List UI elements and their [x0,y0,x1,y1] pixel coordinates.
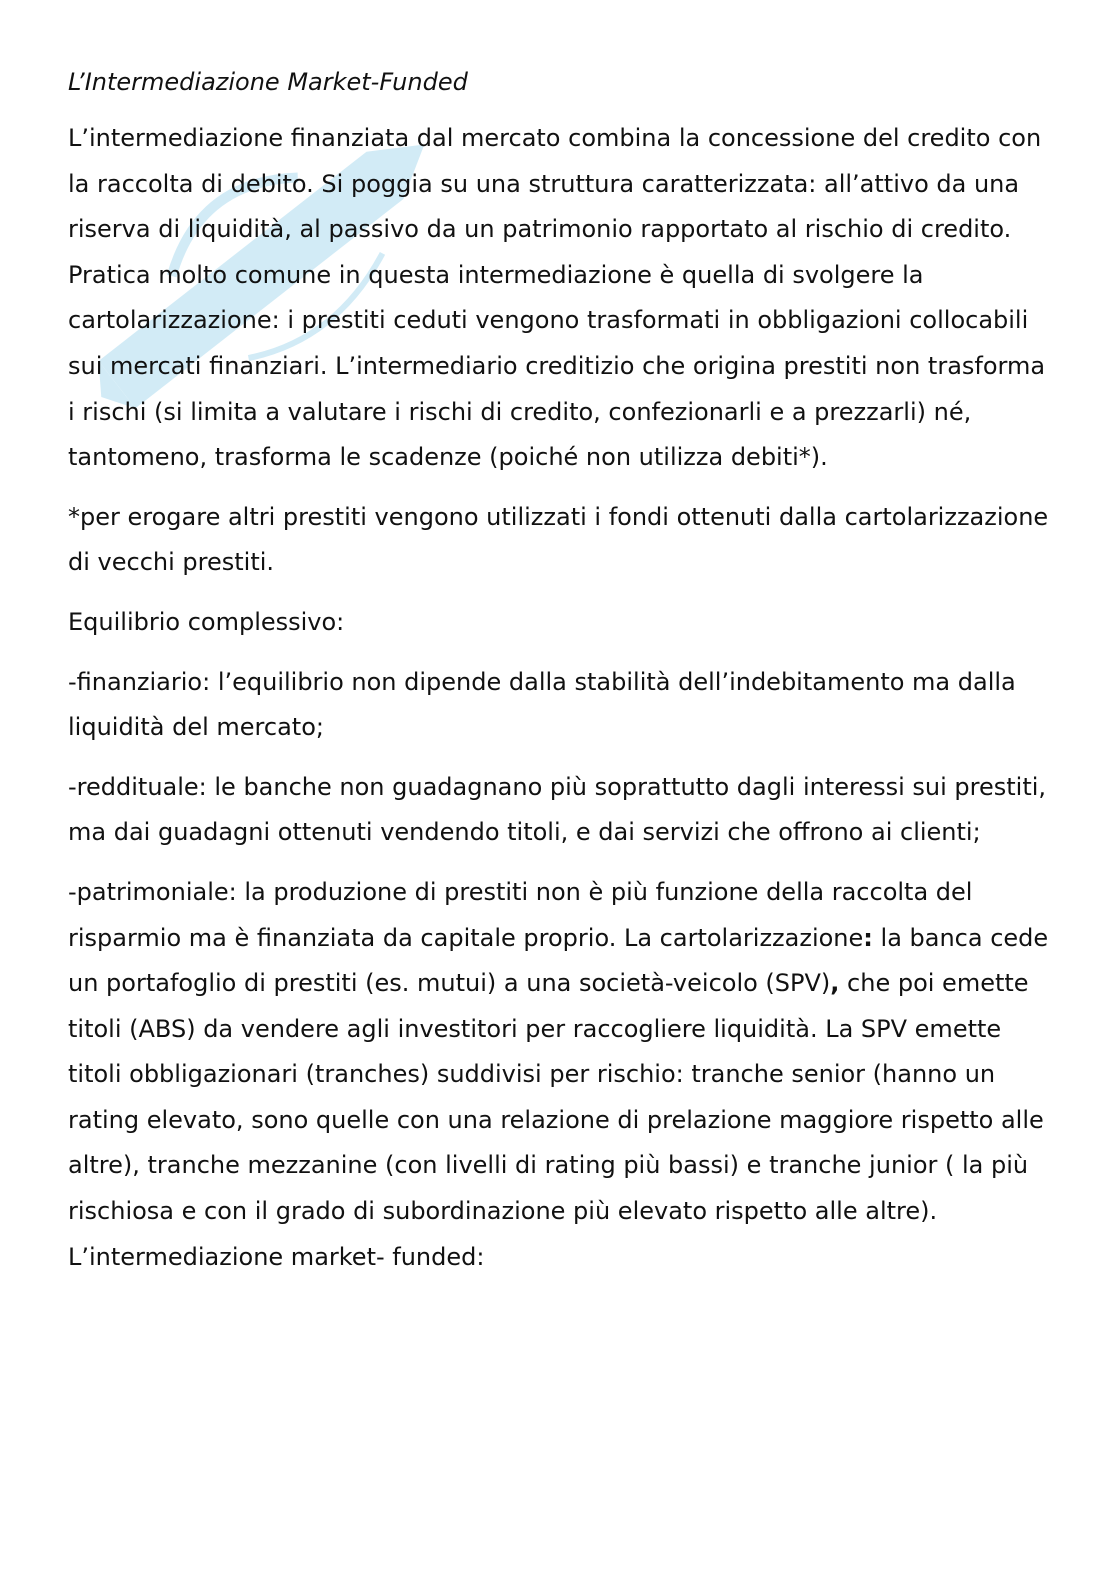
patrimonial-text-1: -patrimoniale: la produzione di prestiti non è più funzione della raccolta del risparmio ma è finanziata da capitale proprio. La cartolarizzazione [68,877,973,952]
closing-paragraph: L’intermediazione market- funded: [68,1242,485,1271]
equilibrium-heading: Equilibrio complessivo: [68,607,345,636]
income-paragraph: -reddituale: le banche non guadagnano più soprattutto dagli interessi sui prestiti, ma dai guadagni ottenuti vendendo titoli, e dai servizi che offrono ai clienti; [68,772,1047,847]
patrimonial-paragraph [68,870,1058,1235]
document-page [68,62,1058,1280]
document-title: L’Intermediazione Market-Funded [68,68,468,96]
footnote-paragraph: *per erogare altri prestiti vengono utilizzati i fondi ottenuti dalla cartolarizzazione di vecchi prestiti. [68,502,1049,577]
financial-paragraph: -finanziario: l’equilibrio non dipende dalla stabilità dell’indebitamento ma dalla liquidità del mercato; [68,667,1016,742]
patrimonial-text-3: che poi emette titoli (ABS) da vendere agli investitori per raccogliere liquidità. La SPV emette titoli obbligazionari (tranches) suddivisi per rischio: tranche senior (hanno un rating elevato, sono quelle con una relazione di prelazione maggiore rispetto alle altre), tranche mezzanine (con livelli di rating più bassi) e tranche junior ( la più rischiosa e con il grado di subordinazione più elevato rispetto alle altre). [68,969,1044,1226]
patrimonial-text-2: la banca cede un portafoglio di prestiti (es. mutui) a una società-veicolo (SPV) [68,923,1049,998]
intro-paragraph: L’intermediazione finanziata dal mercato combina la concessione del credito con la raccolta di debito. Si poggia su una struttura caratterizzata: all’attivo da una riserva di liquidità, al passivo da un patrimonio rapportato al rischio di credito. Pratica molto comune in questa intermediazione è quella di svolgere la cartolarizzazione: i prestiti ceduti vengono trasformati in obbligazioni collocabili sui mercati finanziari. L’intermediario creditizio che origina prestiti non trasforma i rischi (si limita a valutare i rischi di credito, confezionarli e a prezzarli) né, tantomeno, trasforma le scadenze (poiché non utilizza debiti*). [68,124,1046,472]
bold-comma: , [830,969,840,998]
bold-colon: : [863,923,873,952]
